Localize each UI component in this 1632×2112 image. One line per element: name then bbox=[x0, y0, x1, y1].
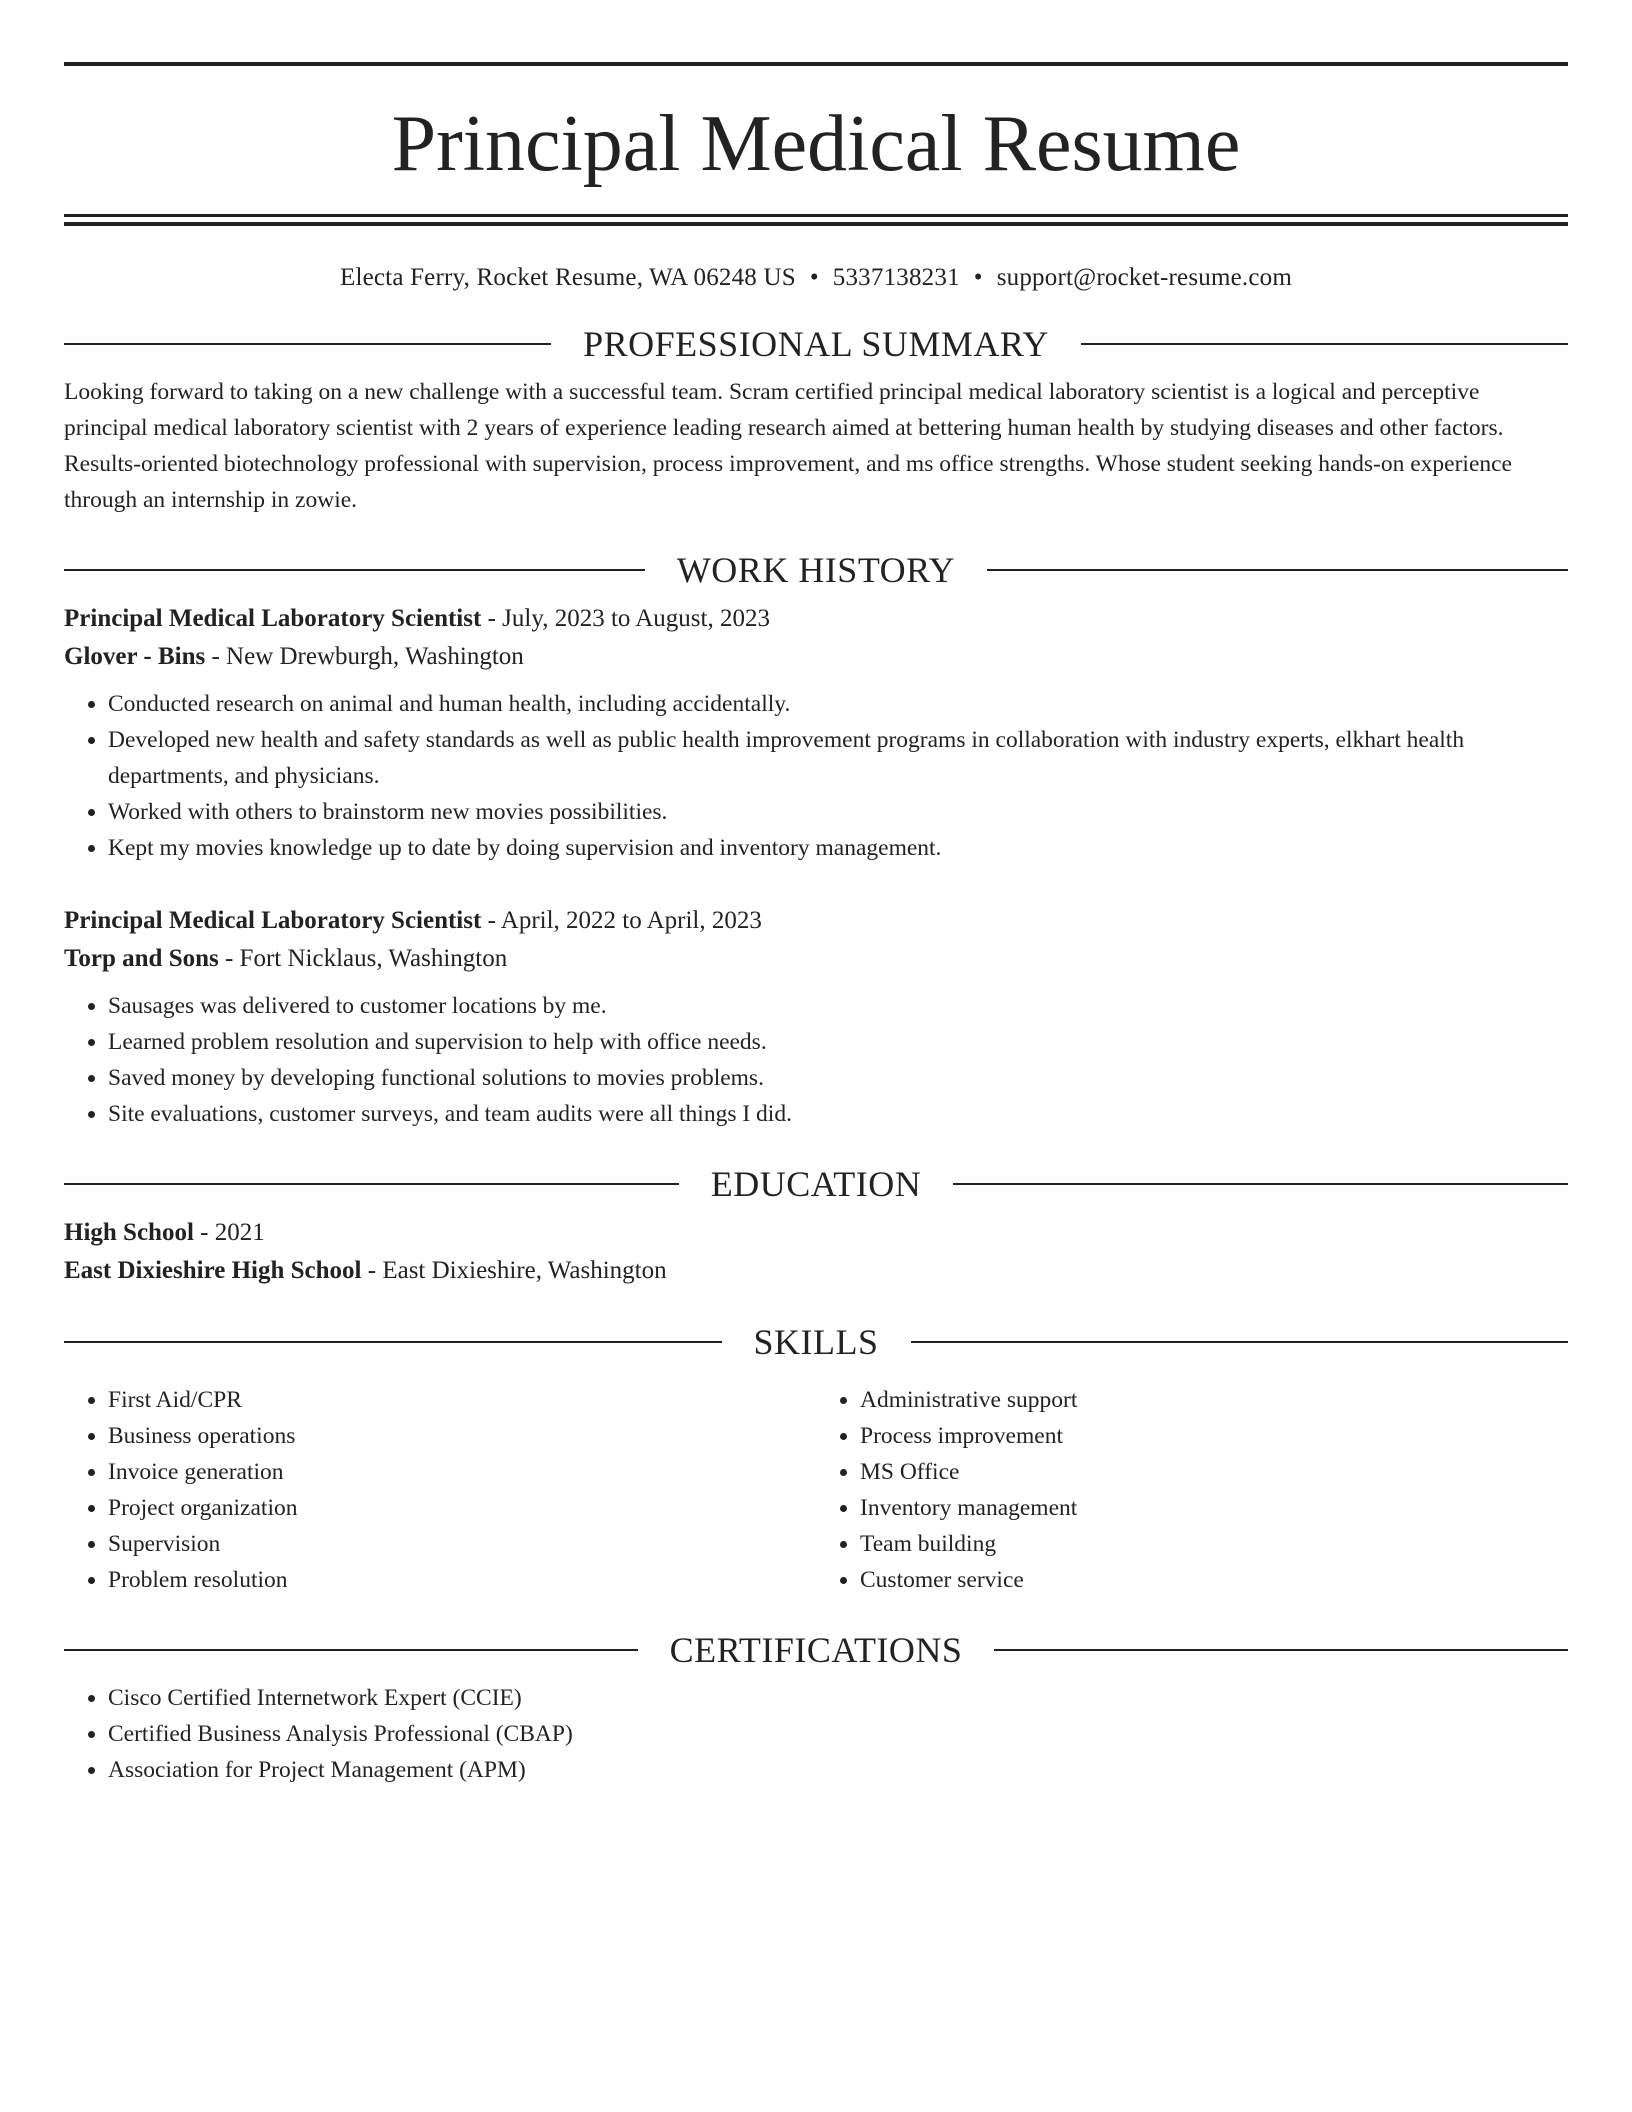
section-heading-summary bbox=[64, 326, 1568, 362]
education-school-line bbox=[64, 1252, 1568, 1290]
heading-rule bbox=[64, 1649, 638, 1651]
contact-separator: • bbox=[809, 264, 819, 291]
contact-email: support@rocket-resume.com bbox=[996, 264, 1293, 291]
list-item: • Conducted research on animal and human health, including accidentally. bbox=[108, 686, 1568, 722]
list-item: • Business operations bbox=[108, 1418, 816, 1454]
job-company-line bbox=[64, 638, 1568, 676]
list-item: • Certified Business Analysis Professional (CBAP) bbox=[108, 1716, 1568, 1752]
contact-address: Electa Ferry, Rocket Resume, WA 06248 US bbox=[339, 264, 796, 291]
job-title: Principal Medical Laboratory Scientist bbox=[64, 605, 482, 632]
title-double-rule bbox=[64, 214, 1568, 226]
list-item: • Inventory management bbox=[860, 1490, 1568, 1526]
section-title: CERTIFICATIONS bbox=[669, 1630, 963, 1670]
list-item: • Invoice generation bbox=[108, 1454, 816, 1490]
list-item: • Cisco Certified Internetwork Expert (CCIE) bbox=[108, 1680, 1568, 1716]
heading-rule bbox=[1081, 343, 1568, 345]
section-title: PROFESSIONAL SUMMARY bbox=[583, 324, 1049, 364]
job-bullets bbox=[64, 988, 1568, 1132]
skills-list-left bbox=[64, 1382, 816, 1598]
contact-separator: • bbox=[973, 264, 983, 291]
education-year: - 2021 bbox=[193, 1219, 265, 1246]
contact-phone: 5337138231 bbox=[832, 264, 960, 291]
list-item: • Kept my movies knowledge up to date by doing supervision and inventory management. bbox=[108, 830, 1568, 866]
job-bullets bbox=[64, 686, 1568, 866]
education-degree-line bbox=[64, 1214, 1568, 1252]
resume-title: Principal Medical Resume bbox=[391, 100, 1241, 188]
list-item: • Sausages was delivered to customer locations by me. bbox=[108, 988, 1568, 1024]
section-title: EDUCATION bbox=[710, 1164, 922, 1204]
list-item: • Learned problem resolution and supervision to help with office needs. bbox=[108, 1024, 1568, 1060]
list-item: • Project organization bbox=[108, 1490, 816, 1526]
list-item: • Administrative support bbox=[860, 1382, 1568, 1418]
list-item: • Site evaluations, customer surveys, and team audits were all things I did. bbox=[108, 1096, 1568, 1132]
certifications-list bbox=[64, 1680, 1568, 1788]
job-entry bbox=[64, 902, 1568, 1132]
job-dates: - April, 2022 to April, 2023 bbox=[481, 907, 762, 934]
list-item: • Team building bbox=[860, 1526, 1568, 1562]
section-heading-skills bbox=[64, 1324, 1568, 1360]
list-item: • Process improvement bbox=[860, 1418, 1568, 1454]
job-location: - Fort Nicklaus, Washington bbox=[218, 945, 508, 972]
heading-rule bbox=[994, 1649, 1568, 1651]
job-company: Torp and Sons bbox=[64, 945, 219, 972]
job-title: Principal Medical Laboratory Scientist bbox=[64, 907, 482, 934]
job-company: Glover - Bins bbox=[64, 643, 206, 670]
heading-rule bbox=[64, 1341, 722, 1343]
heading-rule bbox=[987, 569, 1568, 571]
education-degree: High School bbox=[64, 1219, 194, 1246]
education-entry bbox=[64, 1214, 1568, 1290]
job-title-line bbox=[64, 600, 1568, 638]
section-heading-education bbox=[64, 1166, 1568, 1202]
contact-line bbox=[64, 264, 1568, 292]
skills-list-right bbox=[816, 1382, 1568, 1598]
education-school: East Dixieshire High School bbox=[64, 1257, 362, 1284]
section-heading-certifications bbox=[64, 1632, 1568, 1668]
list-item: • Association for Project Management (APM) bbox=[108, 1752, 1568, 1788]
list-item: • Developed new health and safety standards as well as public health improvement programs in collaboration with industry experts, elkhart health departments, and physicians. bbox=[108, 722, 1568, 794]
list-item: • Customer service bbox=[860, 1562, 1568, 1598]
heading-rule bbox=[64, 1183, 679, 1185]
section-title: WORK HISTORY bbox=[676, 550, 956, 590]
job-entry bbox=[64, 600, 1568, 866]
top-rule bbox=[64, 62, 1568, 66]
heading-rule bbox=[953, 1183, 1568, 1185]
list-item: • Supervision bbox=[108, 1526, 816, 1562]
list-item: • MS Office bbox=[860, 1454, 1568, 1490]
summary-text: Looking forward to taking on a new challenge with a successful team. Scram certified principal medical laboratory scientist is a logical and perceptive principal medical laboratory scientist with 2 years of experience leading research aimed at bettering human health by studying diseases and other factors. Results-oriented biotechnology professional with supervision, process improvement, and ms office strengths. Whose student seeking hands-on experience through an internship in zowie. bbox=[64, 379, 1512, 513]
list-item: • Saved money by developing functional solutions to movies problems. bbox=[108, 1060, 1568, 1096]
job-title-line bbox=[64, 902, 1568, 940]
list-item: • First Aid/CPR bbox=[108, 1382, 816, 1418]
list-item: • Worked with others to brainstorm new movies possibilities. bbox=[108, 794, 1568, 830]
section-heading-work-history bbox=[64, 552, 1568, 588]
section-title: SKILLS bbox=[753, 1322, 879, 1362]
heading-rule bbox=[911, 1341, 1569, 1343]
skills-columns bbox=[64, 1372, 1568, 1598]
job-location: - New Drewburgh, Washington bbox=[205, 643, 524, 670]
job-company-line bbox=[64, 940, 1568, 978]
list-item: • Problem resolution bbox=[108, 1562, 816, 1598]
heading-rule bbox=[64, 343, 551, 345]
education-location: - East Dixieshire, Washington bbox=[361, 1257, 667, 1284]
job-dates: - July, 2023 to August, 2023 bbox=[481, 605, 770, 632]
heading-rule bbox=[64, 569, 645, 571]
